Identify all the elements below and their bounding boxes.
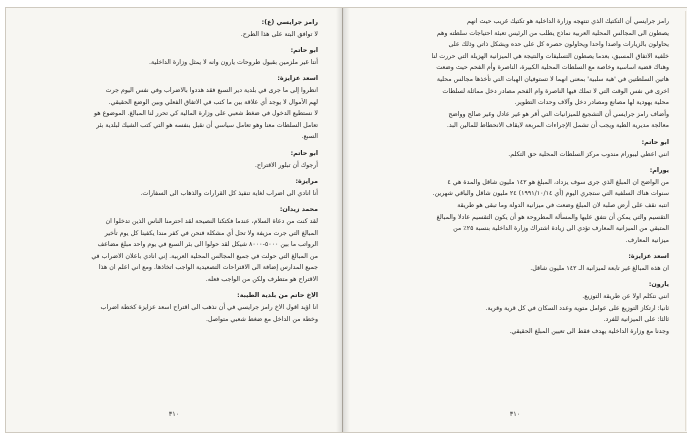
text-line: وجدنا مع وزارة الداخلية يهدف فقط الى تعيين المبلغ الحقيقي. xyxy=(509,327,669,335)
left-page xyxy=(6,8,343,432)
speaker-label: ابو حاتم: xyxy=(290,47,318,55)
speaker-label: رامز جرايسي (ع): xyxy=(261,19,318,26)
text-line: وأضاف رامز جرايسي أن التشجيع للميزانيات التي أقر هو غير عادل وغير صالح وواضح xyxy=(448,110,669,118)
book-gutter xyxy=(336,8,350,432)
text-line: المبالغ التي جرت مزيفة ولا تحل أي مشكلة فنحن في كفر مندا يكفينا كل يوم تأخير xyxy=(104,229,318,237)
text-line: يصطون الى المجالس المحلية العربية نماذج يطلب من الرئيس تعبئة احتياجات سلطته وهم xyxy=(436,29,669,37)
text-line: اخرى في نفس الوقت التي لا تملك فيها الناصرة وام الفحم مصادر دخل مماثلة لسلطات xyxy=(442,87,669,95)
speaker-label: اسعد عزايزة: xyxy=(277,75,318,83)
text-line: المتبقي من الميزانية المعارف تؤدي الى زيادة اشتراك وزارة الداخلية بنسبة ٢٥٪ من xyxy=(453,225,669,233)
right-page-number: ٣١٠ xyxy=(509,410,521,418)
text-line: أرجوك أن تبلور الاقتراح. xyxy=(254,161,318,169)
text-line: تعامل السلطات معنا وهو تعامل سياسي أن نقبل بنفسه هو التي كتب الشيك لبلدية بئر xyxy=(96,121,318,129)
text-line: أنتا غير ملزمين بقبول طروحات يارون وانه لا يمثل وزارة الداخلية. xyxy=(148,58,318,66)
text-line: سنوات هناك السلفية التي ستجري اليوم (أي ١٩٩١/١٠/١٤) ٢٤ مليون شاقل والباقي شهرين. xyxy=(432,190,669,198)
text-line: لا توافق البتة على هذا الطرح. xyxy=(240,30,318,38)
page-stack-edge xyxy=(685,11,687,431)
speaker-label: ابو حاتم: xyxy=(641,138,669,146)
text-line: جميع المدارس إضافة الى الاقتراحات التصعيدية الواجب اتخاذها. ومع اني اعلم ان هذا xyxy=(98,264,318,272)
text-line: لا نستطيع الدخول في ضغط شعبي على وزارة المالية كي تحرر لنا المبالغ. الموضوع هو xyxy=(94,110,318,118)
text-line: انني اعطي ليبورام مندوب مركز السلطات المحلية حق التكلم. xyxy=(508,150,669,158)
speaker-label: يارون: xyxy=(648,281,669,289)
text-line: انني نتكلم اولا عن طريقة التوزيع. xyxy=(582,293,669,301)
text-line: وهناك قضية اساسية وخاصة مع السلطات المحلية الكبيرة، الناصرة وأم الفحم حيث وضعت xyxy=(436,64,669,72)
text-line: الاقتراح هو متطرف ولكن من الواجب فعله. xyxy=(205,275,318,283)
speaker-label: محمد زيدان: xyxy=(279,206,318,214)
text-line: انا اؤيد اقول الاخ رامز جرايسي في أن نذهب الى اقتراح اسعد عزايزة كخطة اضراب xyxy=(100,304,318,312)
text-line: ان هذه المبالغ غير تابعة لميزانية الـ ١٤٢ مليون شاقل. xyxy=(530,264,669,272)
speaker-label: مرايزة: xyxy=(295,178,318,186)
speaker-label: ابو حاتم: xyxy=(290,149,318,157)
text-line: هاتين السلطتين في 'هبة سلبية' بمعنى انهما لا تستوفيان الهبات التي تأخذها مجالس محلية xyxy=(436,75,669,83)
text-line: محلية يهودية لها مصانع ومصادر دخل وآلاف وحدات التطوير. xyxy=(514,99,669,107)
text-line: لقد كنت من دعاة السلام، عندما فكتكنا النصيحة لقد احترمنا الناس الذين تدخلوا ان xyxy=(105,217,318,225)
text-line: رامز جرايسي أن التكتيك الذي تنتهجه وزارة الداخلية هو تكتيك غريب حيث انهم xyxy=(466,18,669,25)
right-page-text xyxy=(369,17,669,338)
text-line: ثانيا: ارتكاز التوزيع على عوامل متوية وعدد السكان في كل قرية وقرية. xyxy=(485,304,669,312)
text-line: السبع. xyxy=(301,133,318,141)
text-line: انظروا إلى ما جرى في بلدية دير السبع فقد هددوا بالاضراب وفي نفس اليوم جرت xyxy=(105,86,318,94)
text-line: وخطة من الداخل مع ضغط شعبي متواصل. xyxy=(206,315,318,323)
left-page-number: ٣١٠ xyxy=(168,410,180,418)
left-page-text xyxy=(30,18,318,326)
text-line: معالجة مديرية الطية ويجب أن تشمل الإجراءات المربعة لايقاف الانحطاط للمالين البد. xyxy=(446,122,669,130)
speaker-label: الاخ حاتم من بلدية الطيبة: xyxy=(237,292,318,300)
text-line: من الواضح ان المبلغ الذي جرى سوف يزداد، المبلغ هو ١٤٢ مليون شاقل والمدة هي ٤ xyxy=(447,178,669,186)
text-line: انتبه نقف على أرض صلبة لان المبلغ وضعت في ميزانية الدولة وما تبقى هو طريقة xyxy=(457,201,669,209)
text-line: التقسيم والتي يمكن أن نتفق عليها والمسألة المطروحة هو أن يكون التقسيم عادلا والمبالغ xyxy=(436,213,669,221)
text-line: ثالثا: على الميزانية للفرد. xyxy=(603,316,669,324)
text-line: لهم الأموال لا يوجد أي علاقة بين ما كتب في الاتفاق الفعلي وبين الوضع الحقيقي. xyxy=(108,98,318,106)
text-line: الرواتب ما بين ٥٠٠٠-٨٠٠٠ شيكل لقد حولوا الى بئر السبع في يوم واحد مبلغ مضاعف xyxy=(97,241,318,249)
text-line: أنا انادي الى اضراب لغاية تنفيذ كل القرارات والذهاب الى السفارات. xyxy=(140,189,318,197)
right-page xyxy=(343,8,687,432)
book-spread xyxy=(5,7,687,433)
text-line: خلفية الاتفاق المسبق، بعدما يصطون التسليفات والنتيجة هي الميزانية الهزيلة التي حررت لنا xyxy=(431,52,669,60)
text-line: يحاولون بالزيارات واصدا واحدا ويحاولون حصره كل على حده ويشكل ذاتي وذلك على xyxy=(448,41,669,49)
text-line: من المبالغ التي حولت في جميع المجالس المحلية العربية. إني انادي باعلان الاضراب في xyxy=(91,252,318,260)
text-line: ميزانية المعارف. xyxy=(625,236,669,244)
speaker-label: اسعد عزايزة: xyxy=(628,253,669,261)
speaker-label: يورام: xyxy=(649,167,669,175)
